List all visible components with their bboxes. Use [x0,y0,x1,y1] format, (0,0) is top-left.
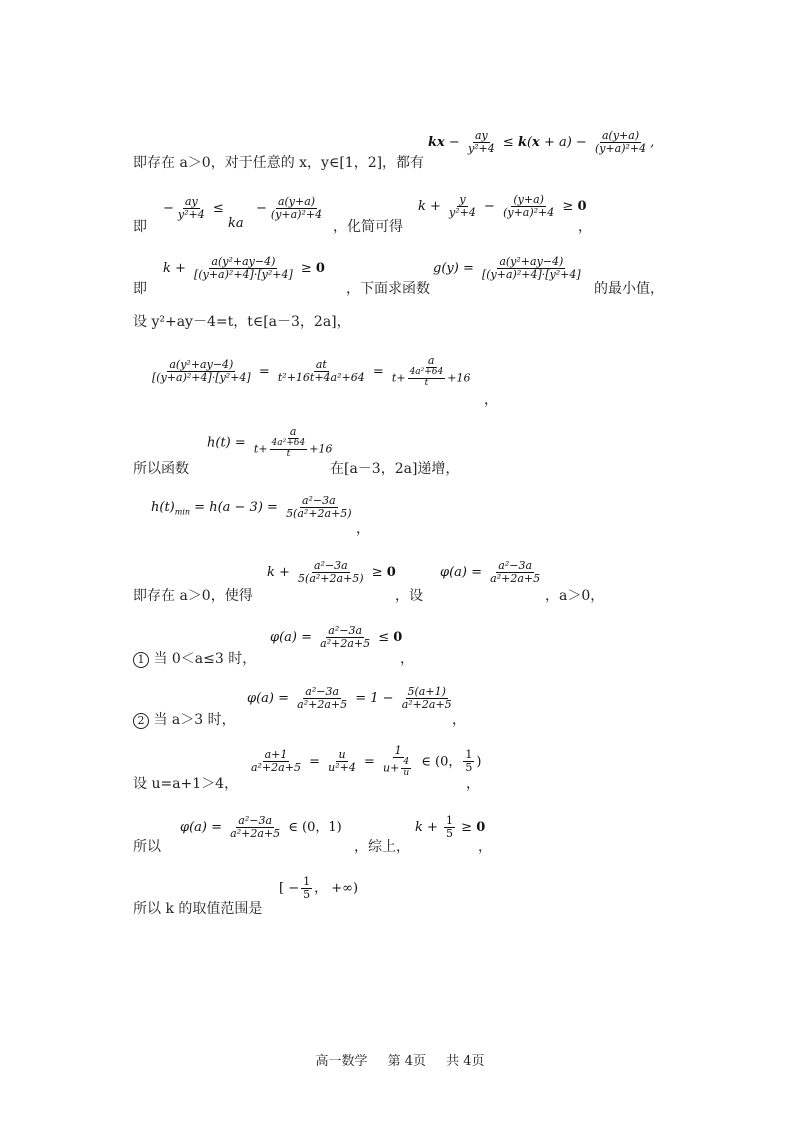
case-2-label: 当 a＞3 时， [153,712,236,728]
formula-left-term: − $\frac{ay}{\text{y²+4}}$ ≤ [163,195,224,222]
text-line-3-prefix: 即 [133,281,147,297]
text-line-2-prefix: 即 [133,219,147,235]
text-line-9-end: ， [400,651,414,667]
text-line-7-end: ， [356,521,370,537]
text-line-9 [133,648,256,668]
page-footer [0,1050,800,1069]
text-line-6-end: 在[a－3，2a]递增， [330,461,460,477]
text-line-10 [133,709,236,729]
text-line-12-prefix: 所以 [133,839,161,855]
formula-ka: ka [228,216,244,231]
text-line-13-prefix: 所以 k 的取值范围是 [133,901,263,917]
formula-k-condition: k + $\frac{\text{a²−3a}}{\text{5(a²+2a+5)}}$ ≥ 0 [267,559,396,586]
text-line-10-end: ， [452,712,466,728]
footer-page-number: 第 4页 [387,1054,426,1069]
text-line-1: 即存在 a＞0，对于任意的 x，y∈[1，2]，都有 [133,155,425,171]
formula-h-min: $h(t)_{min} = h(a - 3)$ = $\frac{\text{a²−3a}}{\text{5(a²+2a+5)}}$ [151,494,352,521]
text-line-8-mid: ，设 [395,588,423,604]
formula-substitution: $\frac{\text{a(y²+ay−4)}}{\text{[(y+a)²+4]·[y²+4]}}$ = $\frac{at}{\text{t²+16t+4a²+64}}$ = a t+ $\frac{\text{4a²+64}}{t}$ +16 [152,354,471,388]
formula-phi-case-2: φ(a) = $\frac{\text{a²−3a}}{\text{a²+2a+5}}$ = 1 − $\frac{5(a+1)}{\text{a²+2a+5}}$ [247,685,452,712]
text-line-11-prefix: 设 u=a+1＞4， [133,776,239,792]
formula-phi-case-1: φ(a) = $\frac{\text{a²−3a}}{\text{a²+2a+5}}$ ≤ 0 [270,624,403,651]
formula-simplified: k + $\frac{y}{\text{y²+4}}$ − $\frac{(y+a)}{\text{(y+a)²+4}}$ ≥ 0 [418,193,587,220]
formula-phi-range: φ(a) = $\frac{\text{a²−3a}}{\text{a²+2a+5}}$ ∈ (0，1) [180,814,342,841]
footer-total-pages: 共 4页 [446,1054,485,1069]
formula-k-final-condition: k + $\frac{1}{5}$ ≥ 0 [415,814,486,841]
text-line-8-prefix: 即存在 a＞0，使得 [133,588,253,604]
text-line-11-end: ， [466,776,480,792]
formula-k-plus-fraction: k + $\frac{\text{a(y²+ay−4)}}{\text{[(y+a)²+4]·[y²+4]}}$ ≥ 0 [163,255,325,282]
text-line-4: 设 y²+ay－4=t，t∈[a－3，2a]， [133,314,351,330]
text-line-12-end: ， [478,839,492,855]
text-line-8-end: ，a＞0， [545,588,605,604]
text-line-12-mid: ，综上， [354,839,410,855]
circled-number-1: 1 [133,652,149,668]
text-line-3-mid: ，下面求函数 [346,281,430,297]
formula-right-term: − $\frac{a(y+a)}{\text{(y+a)²+4}}$ [256,195,323,222]
text-line-3-end: 的最小值， [594,281,664,297]
formula-u-substitution: $\frac{a+1}{\text{a²+2a+5}}$ = $\frac{u}{\text{u²+4}}$ = 1 u+ $\frac{4}{u}$ ∈ (0， $\frac{1}{5}$ ) [251,744,482,778]
text-line-2-mid: ，化简可得 [333,219,403,235]
circled-number-2: 2 [133,713,149,729]
formula-final-range: [ − $\frac{1}{5}$ ， +∞) [279,875,359,902]
formula-inequality-1: kx − $\frac{ay}{\text{y²+4}}$ ≤ k(x + a) − $\frac{a(y+a)}{\text{(y+a)²+4}}$ , [428,129,655,156]
formula-h-of-t: h(t) = a t+ $\frac{\text{4a²+64}}{t}$ +16 [207,425,333,459]
formula-g-of-y: g(y) = $\frac{\text{a(y²+ay−4)}}{\text{[(y+a)²+4]·[y²+4]}}$ [433,255,581,282]
text-line-2-end: ， [578,219,592,235]
footer-subject: 高一数学 [315,1054,368,1069]
case-1-label: 当 0＜a≤3 时， [153,651,257,667]
text-line-5-end: ， [484,392,498,408]
formula-phi-definition: φ(a) = $\frac{\text{a²−3a}}{\text{a²+2a+5}}$ [440,559,541,586]
text-line-6-prefix: 所以函数 [133,461,189,477]
